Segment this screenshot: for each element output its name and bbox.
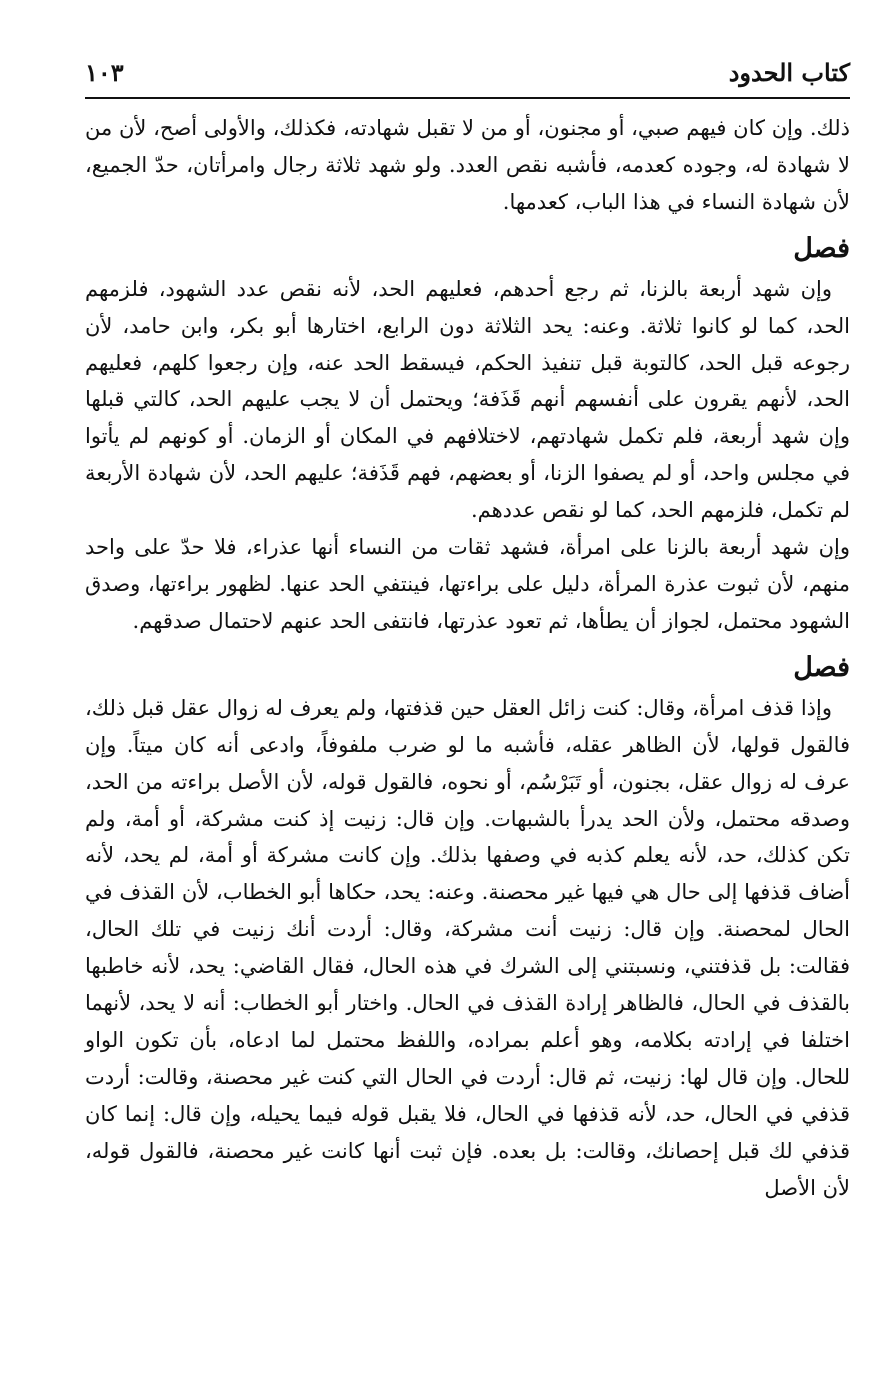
section-heading: فصل [793, 232, 850, 264]
page-number: ١٠٣ [85, 57, 124, 87]
book-title: كتاب الحدود [728, 57, 850, 87]
paragraph: وإن شهد أربعة بالزنا، ثم رجع أحدهم، فعليهم الحد، لأنه نقص عدد الشهود، فلزمهم الحد، كما لو كانوا ثلاثة. وعنه: يحد الثلاثة دون الرابع، اختارها أبو بكر، وابن حامد، لأن رجوعه قبل الحد، كالتوبة قبل تنفيذ الحكم، فيسقط الحد عنه، وإن رجعوا كلهم، فعليهم الحد، لأنهم يقرون على أنفسهم أنهم قَذَفة؛ ويحتمل أن لا يجب عليهم الحد، كالتي قبلها وإن شهد أربعة، فلم تكمل شهادتهم، لاختلافهم في المكان أو الزمان. أو كونهم لم يأتوا في مجلس واحد، أو لم يصفوا الزنا، أو بعضهم، فهم قَذَفة؛ عليهم الحد، لأن شهادة الأربعة لم تكمل، فلزمهم الحد، كما لو نقص عددهم. [85, 276, 850, 523]
paragraph: ذلك. وإن كان فيهم صبي، أو مجنون، أو من لا تقبل شهادته، فكذلك، والأولى أصح، لأن من لا شهادة له، وجوده كعدمه، فأشبه نقص العدد. ولو شهد ثلاثة رجال وامرأتان، حدّ الجميع، لأن شهادة النساء في هذا الباب، كعدمها. [85, 116, 850, 214]
section-heading: فصل [793, 651, 850, 683]
paragraph: وإذا قذف امرأة، وقال: كنت زائل العقل حين قذفتها، ولم يعرف له زوال عقل قبل ذلك، فالقول قولها، لأن الظاهر عقله، فأشبه ما لو ضرب ملفوفاً، وادعى أنه كان ميتاً. وإن عرف له زوال عقل، بجنون، أو تَبَرْسُم، أو نحوه، فالقول قوله، لأن الأصل براءته من الحد، وصدقه محتمل، ولأن الحد يدرأ بالشبهات. وإن قال: زنيت إذ كنت مشركة، أو أمة، ولم تكن كذلك، حد، لأنه يعلم كذبه في وصفها بذلك. وإن كانت مشركة أو أمة، لم يحد، لأنه أضاف قذفها إلى حال هي فيها غير محصنة. وعنه: يحد، حكاها أبو الخطاب، لأن القذف في الحال لمحصنة. وإن قال: زنيت أنت مشركة، وقال: أردت أنك زنيت في تلك الحال، فقالت: بل قذفتني، ونسبتني إلى الشرك في هذه الحال، فقال القاضي: يحد، لأنه خاطبها بالقذف في الحال، فالظاهر إرادة القذف في الحال. واختار أبو الخطاب: أنه لا يحد، لأنهما اختلفا في إرادته بكلامه، وهو أعلم بمراده، واللفظ محتمل لما ادعاه، بأن تكون الواو للحال. وإن قال لها: زنيت، ثم قال: أردت في الحال التي كنت غير محصنة، وقالت: أردت قذفي في الحال، حد، لأنه قذفها في الحال، فلا يقبل قوله فيما يحيله، وإن قال: إنما كان قذفي لك قبل إحصانك، وقالت: بل بعده. فإن ثبت أنها كانت غير محصنة، فالقول قوله، لأن الأصل [85, 695, 850, 1200]
paragraph: وإن شهد أربعة بالزنا على امرأة، فشهد ثقات من النساء أنها عذراء، فلا حدّ على واحد منهم، لأن ثبوت عذرة المرأة، دليل على براءتها، فينتفي الحد عنها. لظهور براءتها، وصدق الشهود محتمل، لجواز أن يطأها، ثم تعود عذرتها، فانتفى الحد عنهم لاحتمال صدقهم. [85, 535, 850, 633]
running-head [85, 52, 850, 92]
body-text [85, 110, 850, 1206]
header-rule [85, 97, 850, 99]
